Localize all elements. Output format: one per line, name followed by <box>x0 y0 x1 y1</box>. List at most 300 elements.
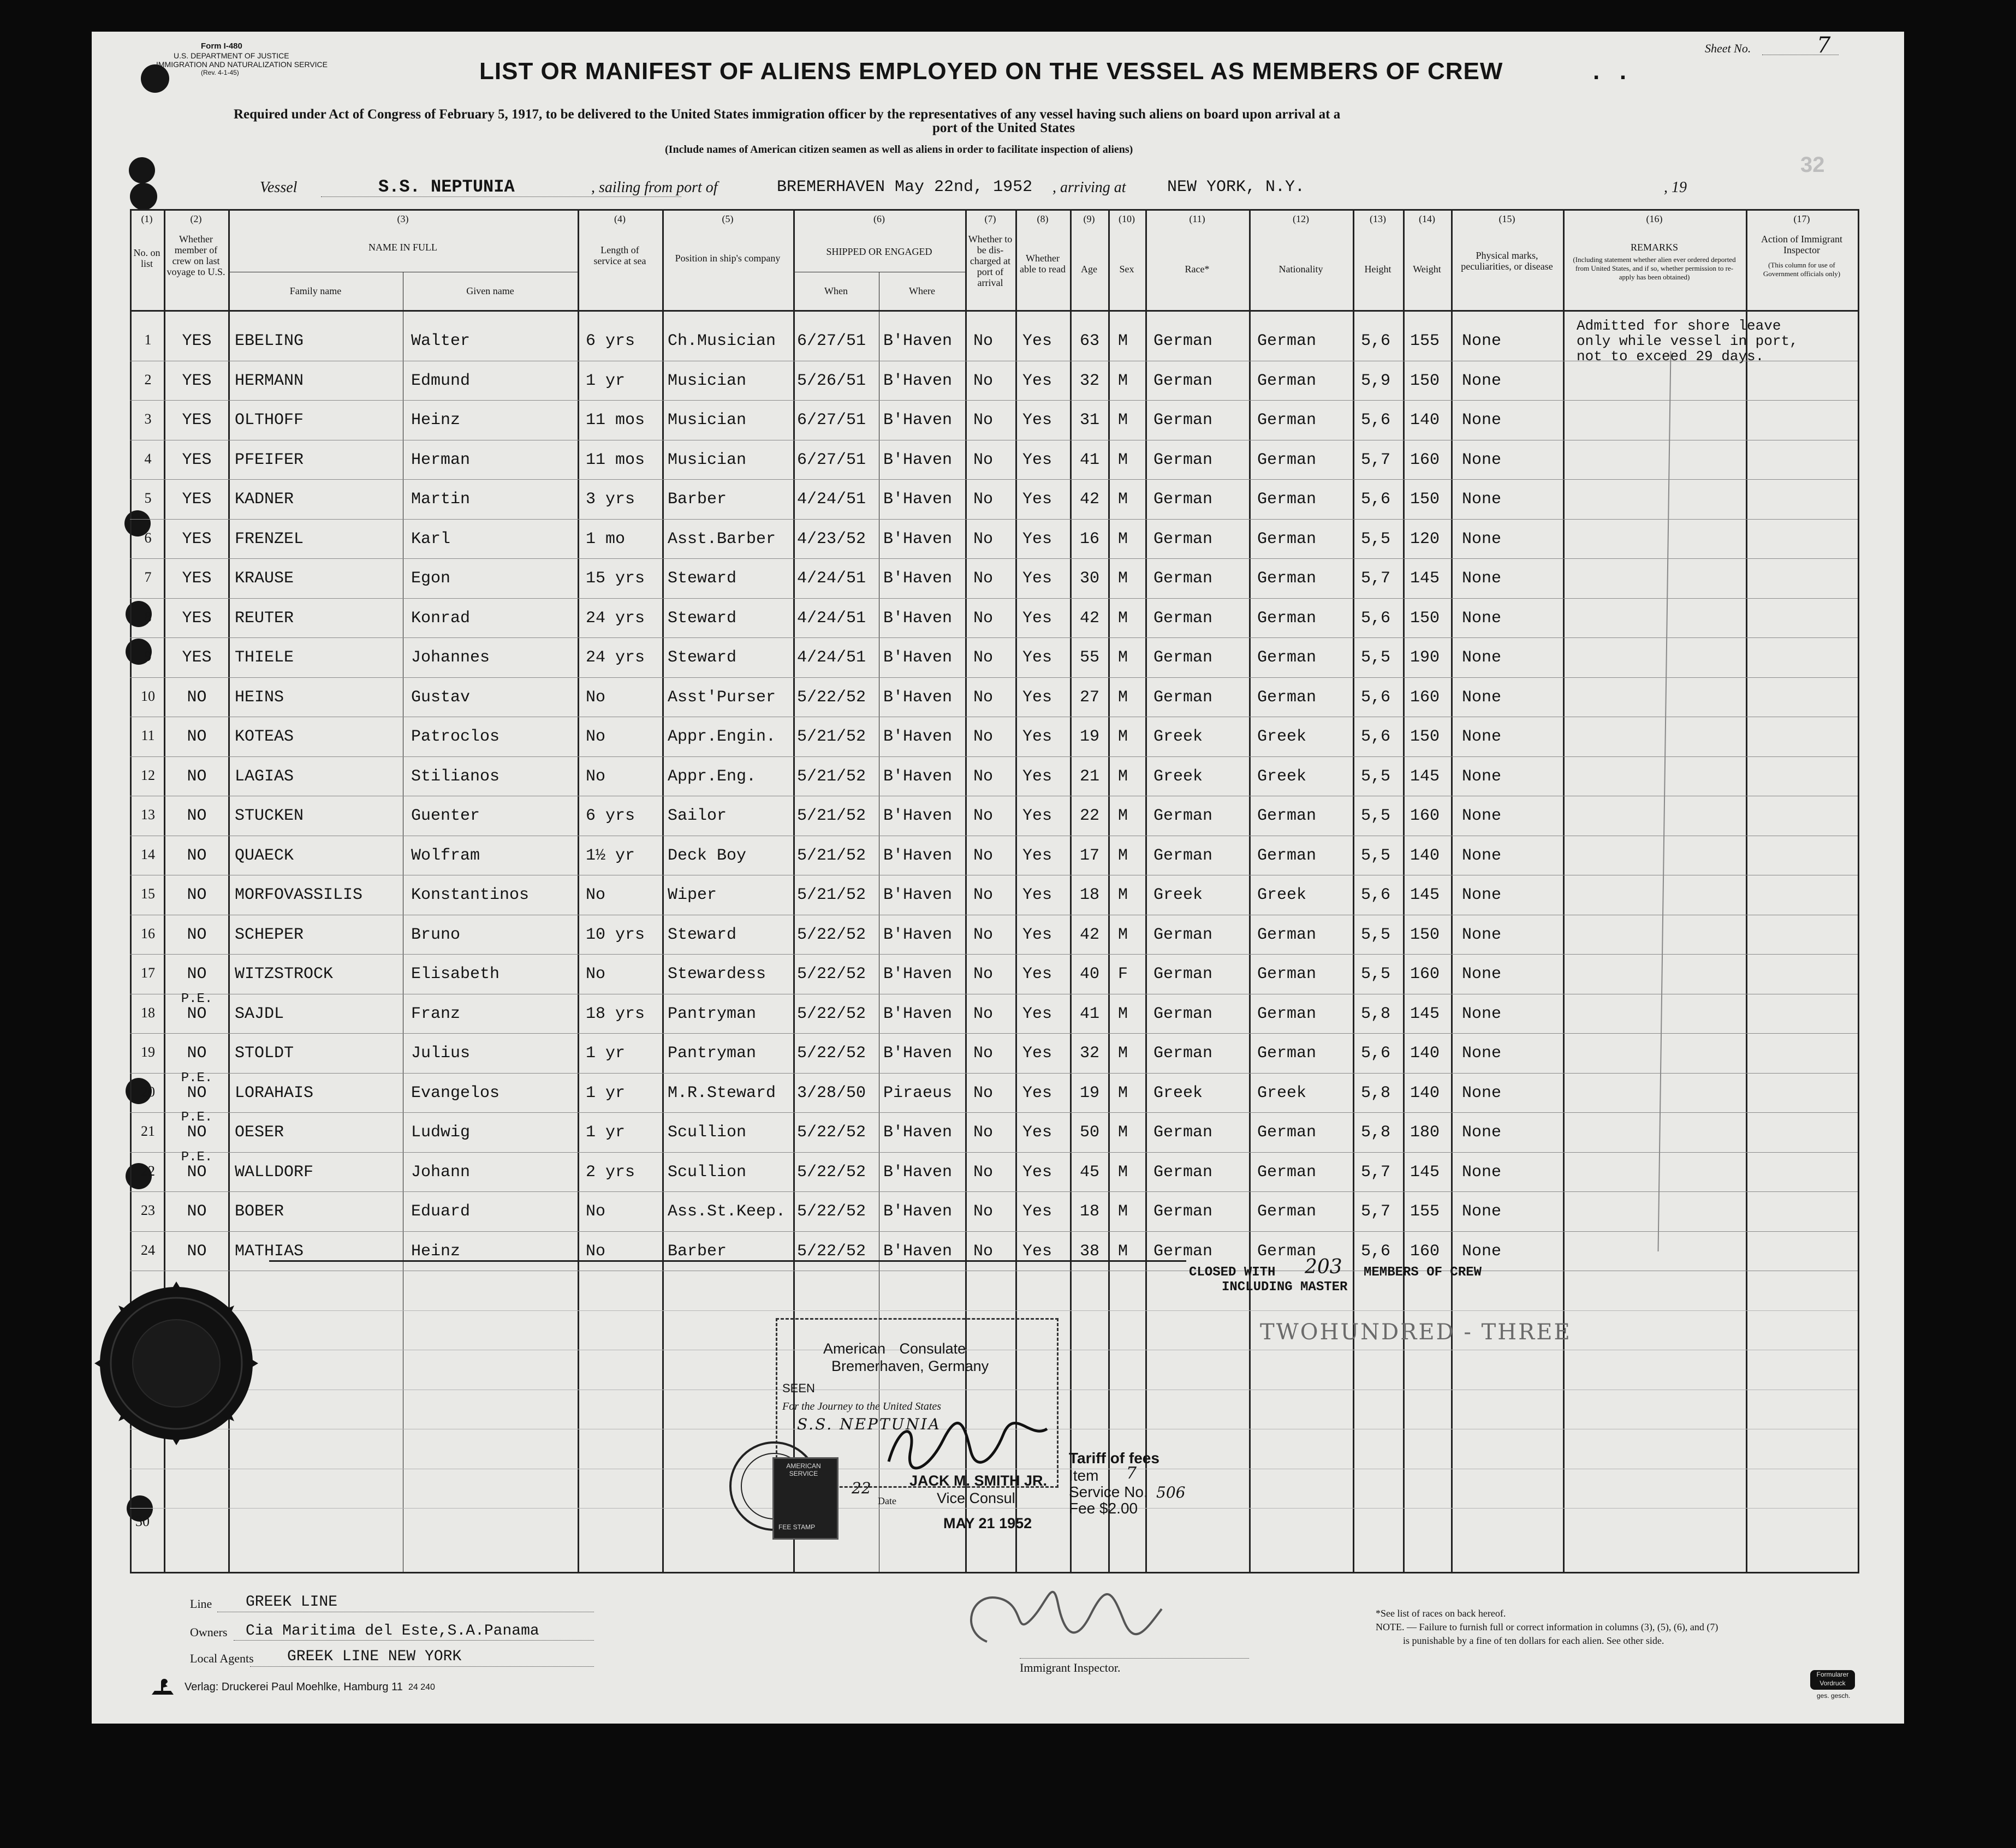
cell-age: 17 <box>1080 846 1100 865</box>
cell-service: No <box>586 728 606 746</box>
cell-position: Barber <box>668 1242 727 1261</box>
cell-service: 6 yrs <box>586 807 635 825</box>
cell-age: 32 <box>1080 371 1100 390</box>
cell-given: Egon <box>411 569 451 588</box>
cell-prev: NO <box>187 1202 207 1221</box>
cell-weight: 180 <box>1410 1123 1440 1142</box>
cell-weight: 150 <box>1410 728 1440 746</box>
cell-prev: NO <box>187 1163 207 1182</box>
cell-disch: No <box>973 886 994 904</box>
cell-sex: M <box>1118 1123 1128 1142</box>
cell-no: 20 <box>141 1083 155 1100</box>
cell-where: B'Haven <box>883 569 953 588</box>
cell-no: 9 <box>144 648 152 664</box>
cell-where: B'Haven <box>883 371 953 390</box>
cell-read: Yes <box>1022 1202 1052 1221</box>
cell-nat: German <box>1257 529 1317 549</box>
header-length-service: Length of service at sea <box>593 245 646 266</box>
cell-family: MORFOVASSILIS <box>235 886 363 904</box>
cell-position: Musician <box>668 411 747 430</box>
cell-family: PFEIFER <box>235 450 304 469</box>
cell-service: 1 yr <box>586 371 626 390</box>
cell-prev: NO <box>187 807 207 825</box>
cell-age: 18 <box>1080 1202 1100 1221</box>
cell-sex: M <box>1118 728 1128 746</box>
vessel-name: S.S. NEPTUNIA <box>378 177 515 197</box>
col-border <box>1563 209 1565 1573</box>
header-action: Action of Immigrant Inspector <box>1761 234 1842 255</box>
col-border <box>1108 209 1110 1573</box>
cell-family: EBELING <box>235 332 304 350</box>
cell-position: Pantryman <box>668 1004 757 1023</box>
consul-date: MAY 21 1952 <box>943 1515 1032 1531</box>
inspector-signature <box>949 1571 1189 1658</box>
arriving-label: , arriving at <box>1052 179 1126 196</box>
cell-prev: YES <box>182 332 212 350</box>
header-bottom-border <box>130 310 1858 312</box>
cell-no: 4 <box>144 450 152 467</box>
cell-position: Scullion <box>668 1163 747 1182</box>
cell-age: 45 <box>1080 1163 1100 1182</box>
cell-position: Barber <box>668 490 727 509</box>
cell-read: Yes <box>1022 1242 1052 1261</box>
cell-race: Greek <box>1153 886 1203 904</box>
cell-sex: M <box>1118 371 1128 390</box>
cell-when: 5/21/52 <box>797 886 866 904</box>
owners-label: Owners <box>190 1625 228 1639</box>
cell-read: Yes <box>1022 529 1052 549</box>
cell-race: German <box>1153 529 1213 549</box>
header-remarks-note: (Including statement whether alien ever ordered deported from United States, and if so, whether permission to re-apply has been obtained) <box>1573 255 1736 281</box>
cell-disch: No <box>973 529 994 549</box>
cell-where: B'Haven <box>883 1044 953 1063</box>
cell-given: Julius <box>411 1044 471 1063</box>
col-border <box>1249 209 1251 1573</box>
header-when: When <box>824 285 848 296</box>
cell-prev: YES <box>182 371 212 390</box>
cell-no: 14 <box>141 846 155 862</box>
cell-family: QUAECK <box>235 846 294 865</box>
cell-service: 18 yrs <box>586 1004 645 1023</box>
cell-age: 38 <box>1080 1242 1100 1261</box>
cell-given: Stilianos <box>411 767 500 786</box>
cell-sex: M <box>1118 529 1128 549</box>
cell-prev: NO <box>187 767 207 786</box>
cell-prev: NO <box>187 1004 207 1023</box>
cell-sex: M <box>1118 886 1128 904</box>
cell-family: OESER <box>235 1123 284 1142</box>
col-num: (7) <box>984 213 996 224</box>
cell-phys: None <box>1462 1083 1502 1102</box>
cell-given: Evangelos <box>411 1083 500 1102</box>
cell-disch: No <box>973 1083 994 1102</box>
cell-position: Musician <box>668 371 747 390</box>
cell-phys: None <box>1462 609 1502 628</box>
cell-position: Stewardess <box>668 965 766 983</box>
table-top-border <box>130 209 1858 211</box>
cell-given: Edmund <box>411 371 471 390</box>
cell-read: Yes <box>1022 1083 1052 1102</box>
tariff-title: Tariff of fees <box>1069 1450 1159 1467</box>
cell-service: 1 yr <box>586 1044 626 1063</box>
cell-disch: No <box>973 1202 994 1221</box>
row-separator <box>130 1033 1858 1034</box>
header-discharged: Whether to be dis-charged at port of arrival <box>968 234 1013 288</box>
cell-no: 16 <box>141 925 155 941</box>
cell-read: Yes <box>1022 1163 1052 1182</box>
cell-when: 5/22/52 <box>797 1004 866 1023</box>
cell-disch: No <box>973 648 994 667</box>
cell-where: B'Haven <box>883 1004 953 1023</box>
cell-nat: German <box>1257 569 1317 588</box>
cell-age: 55 <box>1080 648 1100 667</box>
cell-where: B'Haven <box>883 411 953 430</box>
cell-family: FRENZEL <box>235 529 304 549</box>
cell-height: 5,7 <box>1361 569 1391 588</box>
page-title: LIST OR MANIFEST OF ALIENS EMPLOYED ON THE VESSEL AS MEMBERS OF CREW <box>479 58 1503 85</box>
cell-family: SAJDL <box>235 1004 284 1023</box>
cell-when: 5/22/52 <box>797 1044 866 1063</box>
cell-nat: German <box>1257 846 1317 865</box>
cell-race: Greek <box>1153 1083 1203 1102</box>
cell-no: 8 <box>144 609 152 625</box>
cell-when: 5/22/52 <box>797 1123 866 1142</box>
cell-age: 42 <box>1080 609 1100 628</box>
cell-age: 16 <box>1080 529 1100 549</box>
cell-given: Heinz <box>411 411 461 430</box>
cell-when: 5/22/52 <box>797 688 866 707</box>
vice-consul-signature <box>878 1418 1058 1478</box>
cell-phys: None <box>1462 569 1502 588</box>
cell-where: Piraeus <box>883 1083 953 1102</box>
cell-service: No <box>586 1242 606 1261</box>
col-border <box>1353 209 1354 1573</box>
cell-service: 24 yrs <box>586 609 645 628</box>
cell-nat: German <box>1257 1123 1317 1142</box>
cell-given: Martin <box>411 490 471 509</box>
form-rev: (Rev. 4-1-45) <box>201 69 239 76</box>
consul-signer: JACK M. SMITH JR. <box>909 1473 1048 1489</box>
cell-height: 5,8 <box>1361 1123 1391 1142</box>
cell-position: Musician <box>668 450 747 469</box>
cell-no: 1 <box>144 332 152 348</box>
cell-height: 5,6 <box>1361 1242 1391 1261</box>
cell-sex: M <box>1118 1163 1128 1182</box>
cell-phys: None <box>1462 411 1502 430</box>
consul-title: Vice Consul <box>937 1490 1015 1506</box>
cell-family: KRAUSE <box>235 569 294 588</box>
cell-weight: 160 <box>1410 965 1440 983</box>
cell-disch: No <box>973 965 994 983</box>
cell-service: 1 yr <box>586 1123 626 1142</box>
cell-age: 32 <box>1080 1044 1100 1063</box>
cell-family: KOTEAS <box>235 728 294 746</box>
cell-position: Pantryman <box>668 1044 757 1063</box>
cell-disch: No <box>973 490 994 509</box>
remarks-text: Admitted for shore leave only while vessel in port, not to exceed 29 days. <box>1577 318 1798 365</box>
cell-read: Yes <box>1022 450 1052 469</box>
cell-weight: 140 <box>1410 411 1440 430</box>
agents-label: Local Agents <box>190 1652 254 1665</box>
cell-race: German <box>1153 371 1213 390</box>
cell-prev: NO <box>187 688 207 707</box>
cell-weight: 160 <box>1410 807 1440 825</box>
cell-height: 5,6 <box>1361 609 1391 628</box>
cell-family: STUCKEN <box>235 807 304 825</box>
cell-prev: NO <box>187 1083 207 1102</box>
consulate-journey: For the Journey to the United States <box>782 1400 942 1412</box>
cell-read: Yes <box>1022 1123 1052 1142</box>
cell-race: German <box>1153 569 1213 588</box>
cell-weight: 150 <box>1410 925 1440 944</box>
row-separator <box>130 677 1858 678</box>
cell-phys: None <box>1462 925 1502 944</box>
cell-no: 18 <box>141 1004 155 1021</box>
cell-weight: 140 <box>1410 1044 1440 1063</box>
cell-read: Yes <box>1022 1004 1052 1023</box>
required-line-2: port of the United States <box>932 121 1075 135</box>
cell-position: Asst'Purser <box>668 688 776 707</box>
row-separator <box>130 598 1858 599</box>
consulate-ss: S.S. NEPTUNIA <box>797 1415 941 1433</box>
cell-where: B'Haven <box>883 965 953 983</box>
including-master: INCLUDING MASTER <box>1222 1280 1348 1295</box>
cell-read: Yes <box>1022 411 1052 430</box>
cell-position: Ass.St.Keep. <box>668 1202 786 1221</box>
cell-service: 6 yrs <box>586 332 635 350</box>
cell-service: 2 yrs <box>586 1163 635 1182</box>
printer-code: 24 240 <box>408 1683 435 1692</box>
col-num: (14) <box>1419 213 1435 224</box>
cell-read: Yes <box>1022 688 1052 707</box>
closed-with: CLOSED WITH <box>1189 1265 1276 1280</box>
cell-race: German <box>1153 1004 1213 1023</box>
cell-nat: German <box>1257 371 1317 390</box>
cell-given: Gustav <box>411 688 471 707</box>
cell-service: 15 yrs <box>586 569 645 588</box>
cell-race: German <box>1153 807 1213 825</box>
cell-weight: 145 <box>1410 767 1440 786</box>
cell-sex: M <box>1118 332 1128 350</box>
cell-service: No <box>586 688 606 707</box>
cell-race: German <box>1153 490 1213 509</box>
cell-where: B'Haven <box>883 609 953 628</box>
cell-when: 4/24/51 <box>797 648 866 667</box>
cell-given: Guenter <box>411 807 480 825</box>
cell-no: 11 <box>141 728 155 743</box>
col-border <box>1858 209 1859 1573</box>
header-height: Height <box>1364 264 1391 275</box>
cell-phys: None <box>1462 490 1502 509</box>
printer-bird-icon <box>149 1676 176 1697</box>
cell-prev: NO <box>187 925 207 944</box>
header-where: Where <box>909 285 935 296</box>
cell-sex: M <box>1118 925 1128 944</box>
cell-nat: German <box>1257 1163 1317 1182</box>
punch-hole <box>129 157 155 183</box>
cell-given: Johannes <box>411 648 490 667</box>
cell-sex: M <box>1118 807 1128 825</box>
title-dot: . . <box>1593 58 1627 85</box>
cell-height: 5,5 <box>1361 529 1391 549</box>
cell-when: 5/22/52 <box>797 925 866 944</box>
col-border <box>1403 209 1405 1573</box>
cell-sex: M <box>1118 767 1128 786</box>
cell-sex: M <box>1118 846 1128 865</box>
cell-when: 5/21/52 <box>797 846 866 865</box>
cell-weight: 150 <box>1410 490 1440 509</box>
cell-given: Ludwig <box>411 1123 471 1142</box>
cell-no: 6 <box>144 529 152 546</box>
cell-height: 5,8 <box>1361 1004 1391 1023</box>
cell-read: Yes <box>1022 490 1052 509</box>
cell-race: German <box>1153 609 1213 628</box>
cell-height: 5,6 <box>1361 411 1391 430</box>
cell-phys: None <box>1462 450 1502 469</box>
fee-stamp-label: FEE STAMP <box>778 1523 816 1531</box>
cell-phys: None <box>1462 965 1502 983</box>
cell-height: 5,6 <box>1361 1044 1391 1063</box>
cell-race: German <box>1153 1044 1213 1063</box>
row-separator <box>130 1073 1858 1074</box>
cell-weight: 145 <box>1410 569 1440 588</box>
consulate-line-2: Bremerhaven, Germany <box>831 1358 989 1374</box>
cell-where: B'Haven <box>883 1242 953 1261</box>
cell-weight: 140 <box>1410 846 1440 865</box>
row-separator <box>130 400 1858 401</box>
tariff-fee: Fee $2.00 <box>1069 1500 1138 1517</box>
cell-position: Sailor <box>668 807 727 825</box>
cell-family: WALLDORF <box>235 1163 314 1182</box>
cell-age: 40 <box>1080 965 1100 983</box>
cell-race: German <box>1153 846 1213 865</box>
col-border <box>1145 209 1147 1573</box>
cell-height: 5,5 <box>1361 965 1391 983</box>
cell-service: No <box>586 886 606 904</box>
cell-sex: M <box>1118 1242 1128 1261</box>
sheet-label: Sheet No. <box>1705 41 1751 55</box>
cell-nat: German <box>1257 332 1317 350</box>
tariff-item-label: Item <box>1069 1467 1099 1484</box>
cell-phys: None <box>1462 332 1502 350</box>
row-separator <box>130 756 1858 757</box>
cell-read: Yes <box>1022 569 1052 588</box>
cell-sex: M <box>1118 648 1128 667</box>
header-age: Age <box>1081 264 1097 275</box>
cell-where: B'Haven <box>883 529 953 549</box>
cell-no: 13 <box>141 807 155 822</box>
col-num: (16) <box>1646 213 1663 224</box>
cell-when: 4/24/51 <box>797 609 866 628</box>
cell-position: Appr.Engin. <box>668 728 776 746</box>
cell-prev: YES <box>182 450 212 469</box>
cell-when: 5/22/52 <box>797 965 866 983</box>
cell-phys: None <box>1462 886 1502 904</box>
cell-height: 5,7 <box>1361 1163 1391 1182</box>
cell-family: OLTHOFF <box>235 411 304 430</box>
cell-phys: None <box>1462 728 1502 746</box>
cell-position: Appr.Eng. <box>668 767 757 786</box>
agents-value: GREEK LINE NEW YORK <box>287 1648 462 1665</box>
required-line-1: Required under Act of Congress of February 5, 1917, to be delivered to the United States immigration officer by the representatives of any vessel having such aliens on board upon arrival at a <box>234 107 1341 122</box>
cell-family: STOLDT <box>235 1044 294 1063</box>
cell-race: Greek <box>1153 767 1203 786</box>
cell-race: German <box>1153 450 1213 469</box>
cell-age: 41 <box>1080 1004 1100 1023</box>
cell-disch: No <box>973 807 994 825</box>
cell-when: 4/24/51 <box>797 490 866 509</box>
header-sex: Sex <box>1119 264 1134 275</box>
cell-prev: NO <box>187 1242 207 1261</box>
cell-phys: None <box>1462 767 1502 786</box>
cell-no: 24 <box>141 1242 155 1258</box>
cell-phys: None <box>1462 529 1502 549</box>
cell-age: 21 <box>1080 767 1100 786</box>
consulate-line-1: American Consulate <box>823 1340 966 1357</box>
cell-no: 3 <box>144 411 152 427</box>
cell-race: German <box>1153 1163 1213 1182</box>
cell-service: 3 yrs <box>586 490 635 509</box>
cell-when: 5/22/52 <box>797 1163 866 1182</box>
cell-sex: M <box>1118 1083 1128 1102</box>
cell-age: 19 <box>1080 1083 1100 1102</box>
cell-service: 10 yrs <box>586 925 645 944</box>
cell-race: German <box>1153 688 1213 707</box>
cell-weight: 160 <box>1410 688 1440 707</box>
cell-phys: None <box>1462 1004 1502 1023</box>
cell-phys: None <box>1462 371 1502 390</box>
owners-rule <box>234 1640 594 1641</box>
cell-position: M.R.Steward <box>668 1083 776 1102</box>
cell-disch: No <box>973 411 994 430</box>
cell-service: 1½ yr <box>586 846 635 865</box>
row-separator <box>130 1191 1858 1192</box>
cell-given: Bruno <box>411 925 461 944</box>
cell-race: German <box>1153 411 1213 430</box>
year-label: , 19 <box>1664 179 1687 196</box>
cell-read: Yes <box>1022 925 1052 944</box>
agents-rule <box>250 1666 594 1667</box>
cell-given: Konrad <box>411 609 471 628</box>
cell-prefix: P.E. <box>181 1149 213 1165</box>
cell-phys: None <box>1462 1044 1502 1063</box>
cell-prev: YES <box>182 569 212 588</box>
cell-position: Deck Boy <box>668 846 747 865</box>
cell-where: B'Haven <box>883 728 953 746</box>
cell-phys: None <box>1462 1163 1502 1182</box>
col-num: (10) <box>1119 213 1135 224</box>
cell-disch: No <box>973 728 994 746</box>
cell-prefix: P.E. <box>181 991 213 1006</box>
vessel-label: Vessel <box>260 179 298 196</box>
cell-nat: German <box>1257 688 1317 707</box>
badge-line-3: ges. gesch. <box>1817 1692 1851 1700</box>
cell-no: 5 <box>144 490 152 506</box>
cell-prev: YES <box>182 529 212 549</box>
cell-family: REUTER <box>235 609 294 628</box>
cell-read: Yes <box>1022 846 1052 865</box>
cell-age: 63 <box>1080 332 1100 350</box>
header-given-name: Given name <box>466 285 514 296</box>
cell-phys: None <box>1462 1123 1502 1142</box>
cell-weight: 140 <box>1410 1083 1440 1102</box>
header-shipped: SHIPPED OR ENGAGED <box>826 246 932 257</box>
cell-read: Yes <box>1022 332 1052 350</box>
fine-note-1: NOTE. — Failure to furnish full or correct information in columns (3), (5), (6), and (7) <box>1376 1622 1718 1632</box>
cell-where: B'Haven <box>883 648 953 667</box>
col-num: (3) <box>397 213 409 224</box>
cell-age: 30 <box>1080 569 1100 588</box>
